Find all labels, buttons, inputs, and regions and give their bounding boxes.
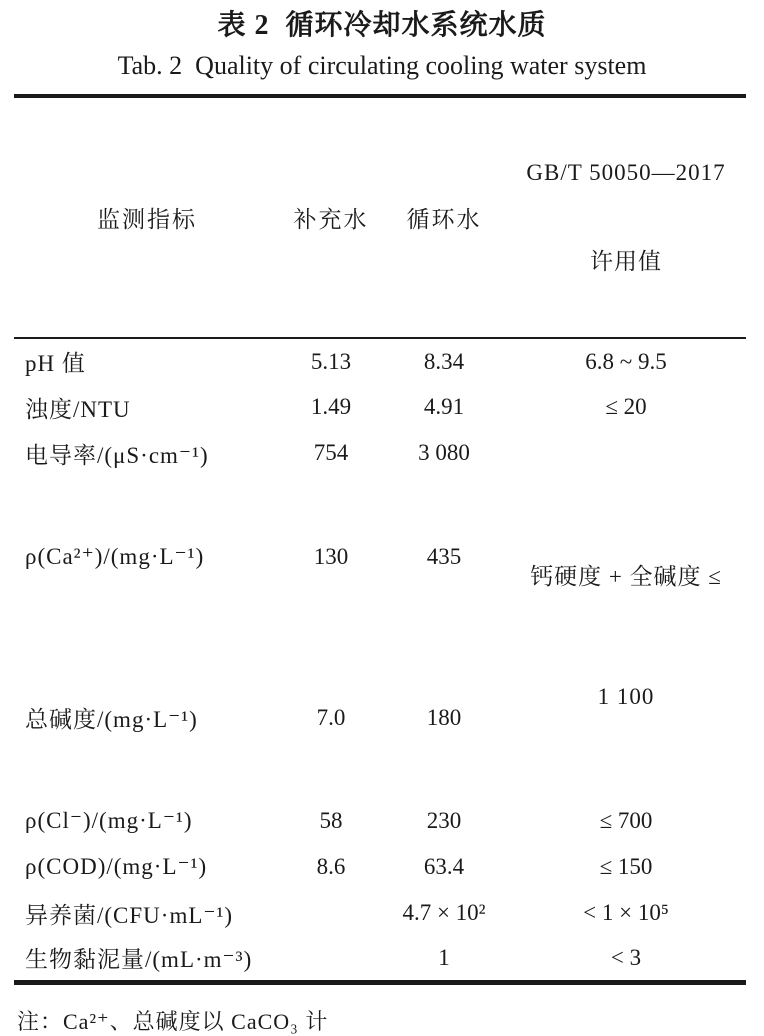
header-allowed-value-line1: GB/T 50050—2017: [526, 159, 726, 185]
cell-makeup: 58: [319, 808, 343, 834]
table-row-conductivity: [14, 430, 746, 476]
cell-indicator: pH 值: [25, 351, 86, 377]
table-header-row: [14, 96, 746, 338]
table-title-en: Tab. 2 Quality of circulating cooling water system: [117, 51, 647, 80]
header-allowed-value-line2: 许用值: [590, 249, 662, 275]
cell-indicator: 异养菌/(CFU·mL⁻¹): [25, 902, 234, 928]
cell-circulating: 1: [438, 944, 450, 970]
table-note: 注：Ca²⁺、总碱度以 CaCO₃ 计: [17, 1008, 329, 1034]
cell-limit: ≤ 20: [605, 394, 647, 420]
cell-circulating: 180: [426, 704, 462, 730]
cell-limit: < 3: [610, 944, 642, 970]
water-quality-table: [14, 94, 746, 985]
cell-makeup: 8.6: [316, 854, 346, 880]
cell-limit: < 1 × 10⁵: [583, 900, 669, 926]
cell-indicator: 电导率/(μS·cm⁻¹): [25, 442, 209, 468]
cell-limit: ≤ 150: [599, 854, 653, 880]
cell-makeup: [280, 936, 382, 982]
cell-limit-merged: [506, 476, 746, 798]
cell-circulating: 4.91: [423, 394, 465, 420]
table-row-ph: [14, 338, 746, 384]
cell-indicator: ρ(Ca²⁺)/(mg·L⁻¹): [25, 543, 205, 569]
cell-circulating: 8.34: [423, 348, 465, 374]
cell-indicator: 总碱度/(mg·L⁻¹): [25, 707, 198, 733]
cell-circulating: 4.7 × 10²: [402, 900, 486, 926]
cell-limit: ≤ 700: [599, 808, 653, 834]
table-row-chloride: [14, 798, 746, 844]
cell-circulating: 63.4: [423, 854, 465, 880]
table-row-turbidity: [14, 384, 746, 430]
cell-limit: [506, 430, 746, 476]
cell-makeup: 1.49: [310, 394, 352, 420]
table-header: [14, 96, 746, 338]
cell-indicator: ρ(COD)/(mg·L⁻¹): [25, 854, 208, 880]
cell-makeup: 7.0: [316, 704, 346, 730]
table-row-bio-slime: [14, 936, 746, 982]
cell-indicator: ρ(Cl⁻)/(mg·L⁻¹): [25, 808, 193, 834]
cell-makeup: 130: [313, 543, 349, 569]
cell-indicator: 浊度/NTU: [25, 396, 131, 422]
table-row-calcium: [14, 476, 746, 637]
cell-makeup: 5.13: [310, 348, 352, 374]
cell-makeup: [280, 890, 382, 936]
header-indicator: 监测指标: [97, 207, 197, 233]
table-row-heterotrophic-bacteria: [14, 890, 746, 936]
cell-makeup: 754: [313, 440, 349, 466]
table-title-zh: 表 2 循环冷却水系统水质: [217, 10, 547, 41]
table-body: [14, 338, 746, 982]
cell-circulating: 435: [426, 543, 462, 569]
header-makeup-water: 补充水: [293, 207, 369, 233]
cell-circulating: 230: [426, 808, 462, 834]
cell-limit: 6.8 ~ 9.5: [585, 348, 667, 374]
header-allowed-value: [506, 96, 746, 338]
cell-circulating: 3 080: [418, 440, 470, 466]
cell-limit-merged-line2: 1 100: [597, 684, 655, 710]
table-row-cod: [14, 844, 746, 890]
cell-limit-merged-line1: 钙硬度 + 全碱度 ≤: [530, 563, 722, 589]
header-circulating-water: 循环水: [406, 207, 482, 233]
cell-indicator: 生物黏泥量/(mL·m⁻³): [25, 947, 253, 973]
